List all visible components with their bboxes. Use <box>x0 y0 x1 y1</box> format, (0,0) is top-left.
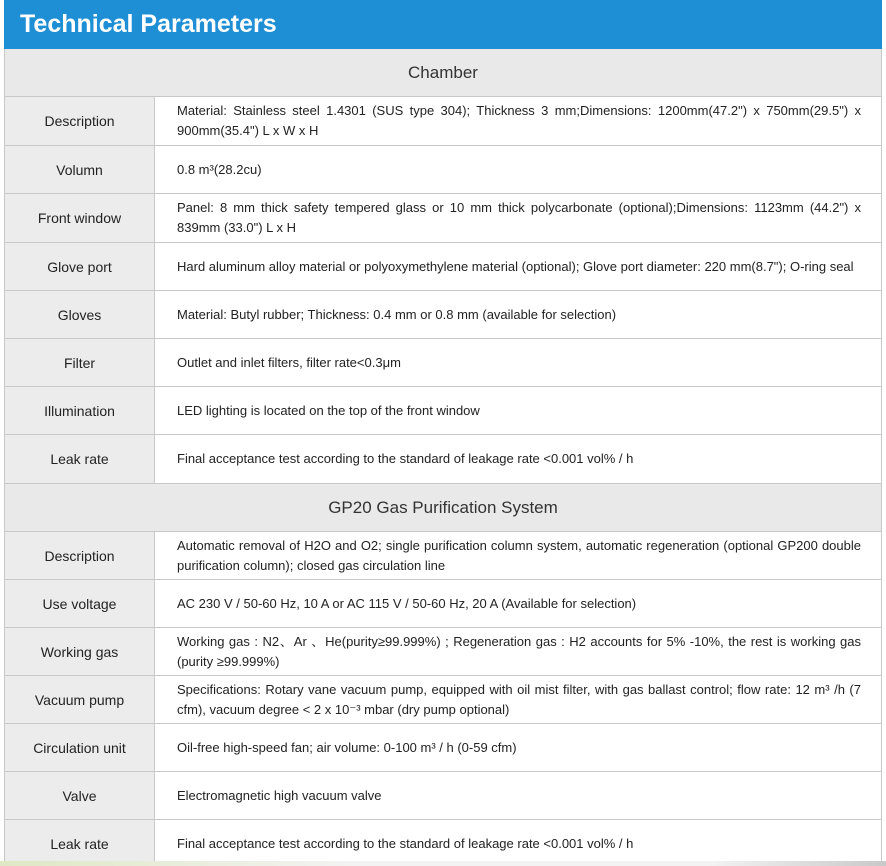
table-row <box>5 291 881 339</box>
row-label: Description <box>5 97 155 145</box>
row-value: Working gas : N2、Ar 、He(purity≥99.999%) ; Regeneration gas : H2 accounts for 5% -10%, the rest is working gas (purity ≥99.999%) <box>177 633 861 669</box>
table-row <box>5 97 881 146</box>
table-row <box>5 724 881 772</box>
row-label: Gloves <box>5 291 155 338</box>
row-value: Oil-free high-speed fan; air volume: 0-100 m³ / h (0-59 cfm) <box>177 739 517 755</box>
table-row <box>5 387 881 435</box>
row-label: Leak rate <box>5 820 155 866</box>
row-value: Hard aluminum alloy material or polyoxymethylene material (optional); Glove port diameter: 220 mm(8.7"); O-ring seal <box>177 258 854 274</box>
row-value: Material: Stainless steel 1.4301 (SUS type 304); Thickness 3 mm;Dimensions: 1200mm(47.2") x 750mm(29.5") x 900mm(35.4") L x W x H <box>177 103 861 138</box>
row-label: Glove port <box>5 243 155 290</box>
row-label: Front window <box>5 194 155 242</box>
row-value: 0.8 m³(28.2cu) <box>177 161 262 177</box>
row-value: Panel: 8 mm thick safety tempered glass or 10 mm thick polycarbonate (optional);Dimensions: 1123mm (44.2") x 839mm (33.0") L x H <box>177 200 861 235</box>
table-row <box>5 676 881 724</box>
table-row <box>5 339 881 387</box>
row-label: Filter <box>5 339 155 386</box>
row-value: Final acceptance test according to the standard of leakage rate <0.001 vol% / h <box>177 835 634 851</box>
row-value: Specifications: Rotary vane vacuum pump, equipped with oil mist filter, with gas ballast control; flow rate: 12 m³ /h (7 cfm), vacuum degree < 2 x 10⁻³ mbar (dry pump optional) <box>177 681 861 717</box>
table-row <box>5 243 881 291</box>
table-row <box>5 532 881 580</box>
section-heading-gas-purification: GP20 Gas Purification System <box>5 483 881 532</box>
row-value: Material: Butyl rubber; Thickness: 0.4 mm or 0.8 mm (available for selection) <box>177 306 617 322</box>
table-row <box>5 435 881 483</box>
row-value: LED lighting is located on the top of the front window <box>177 402 480 418</box>
row-label: Leak rate <box>5 435 155 483</box>
bottom-divider <box>0 861 886 866</box>
page-title: Technical Parameters <box>4 0 882 49</box>
row-label: Circulation unit <box>5 724 155 771</box>
table-row <box>5 772 881 820</box>
row-label: Valve <box>5 772 155 819</box>
row-label: Volumn <box>5 146 155 193</box>
row-label: Working gas <box>5 628 155 675</box>
table-row <box>5 580 881 628</box>
table-row <box>5 820 881 866</box>
table-row <box>5 194 881 243</box>
row-value: Electromagnetic high vacuum valve <box>177 787 382 803</box>
row-label: Use voltage <box>5 580 155 627</box>
table-row <box>5 146 881 194</box>
row-value: Outlet and inlet filters, filter rate<0.3μm <box>177 354 401 370</box>
row-value: Final acceptance test according to the standard of leakage rate <0.001 vol% / h <box>177 451 634 466</box>
spec-table <box>4 49 882 866</box>
section-heading-chamber: Chamber <box>5 49 881 97</box>
row-label: Vacuum pump <box>5 676 155 723</box>
row-label: Description <box>5 532 155 579</box>
table-row <box>5 628 881 676</box>
row-value: AC 230 V / 50-60 Hz, 10 A or AC 115 V / 50-60 Hz, 20 A (Available for selection) <box>177 595 637 611</box>
row-label: Illumination <box>5 387 155 434</box>
row-value: Automatic removal of H2O and O2; single purification column system, automatic regeneration (optional GP200 double purification column); closed gas circulation line <box>177 537 861 573</box>
